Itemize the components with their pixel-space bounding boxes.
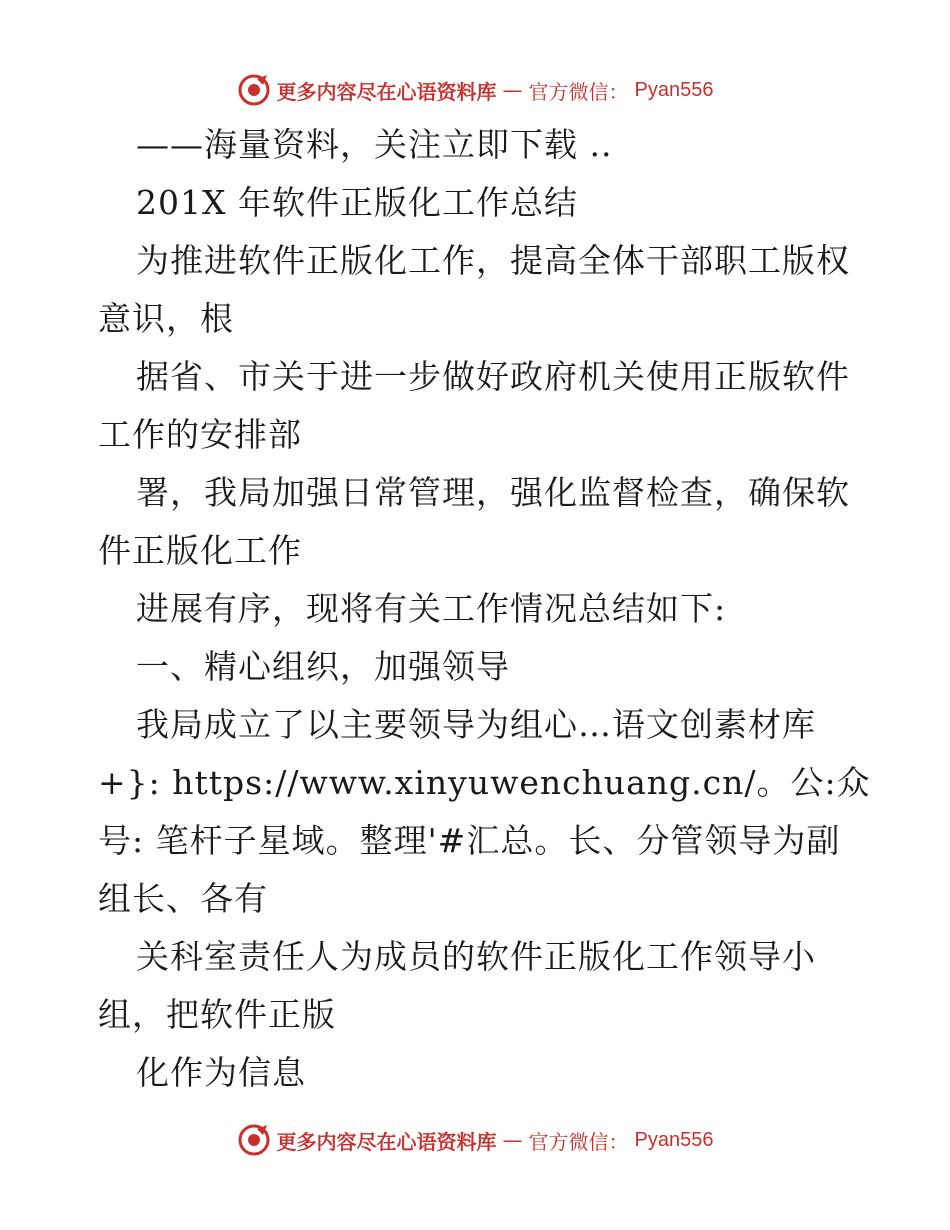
text-line: 工作的安排部 [98, 415, 302, 454]
document-title: 201X 年软件正版化工作总结 [136, 183, 578, 222]
text-line: 组，把软件正版 [98, 995, 336, 1034]
brand-logo-icon [237, 73, 271, 107]
text-line: 意识，根 [98, 299, 234, 338]
text-line: 署，我局加强日常管理，强化监督检查，确保软 [136, 473, 850, 512]
banner-wechat-id: Pyan556 [634, 1128, 714, 1151]
text-line: 进展有序，现将有关工作情况总结如下: [136, 589, 727, 628]
text-line-url: +}: https://www.xinyuwenchuang.cn/。公:众 [98, 763, 871, 802]
footer-banner [0, 1120, 950, 1160]
banner-title: 更多内容尽在心语资料库 [276, 79, 497, 104]
document-body [98, 116, 871, 1102]
banner-wechat-label: 官方微信： [528, 79, 629, 104]
header-banner [0, 70, 950, 110]
text-line: 为推进软件正版化工作，提高全体干部职工版权 [136, 241, 850, 280]
text-line: ——海量资料，关注立即下载 .. [136, 125, 613, 164]
text-line: 关科室责任人为成员的软件正版化工作领导小 [136, 937, 816, 976]
text-line: 号: 笔杆子星域。整理'#汇总。长、分管领导为副 [98, 821, 841, 860]
banner-title: 更多内容尽在心语资料库 [276, 1129, 497, 1154]
banner-wechat-id: Pyan556 [634, 78, 714, 101]
banner-dash: — [502, 1128, 523, 1152]
banner-wechat-label: 官方微信： [528, 1129, 629, 1154]
section-heading: 一、精心组织，加强领导 [136, 647, 510, 686]
text-line: 我局成立了以主要领导为组心…语文创素材库 [136, 705, 816, 744]
text-line: 化作为信息 [136, 1053, 306, 1092]
text-line: 组长、各有 [98, 879, 268, 918]
banner-dash: — [502, 78, 523, 102]
brand-logo-icon [237, 1123, 271, 1157]
text-line: 件正版化工作 [98, 531, 302, 570]
text-line: 据省、市关于进一步做好政府机关使用正版软件 [136, 357, 850, 396]
